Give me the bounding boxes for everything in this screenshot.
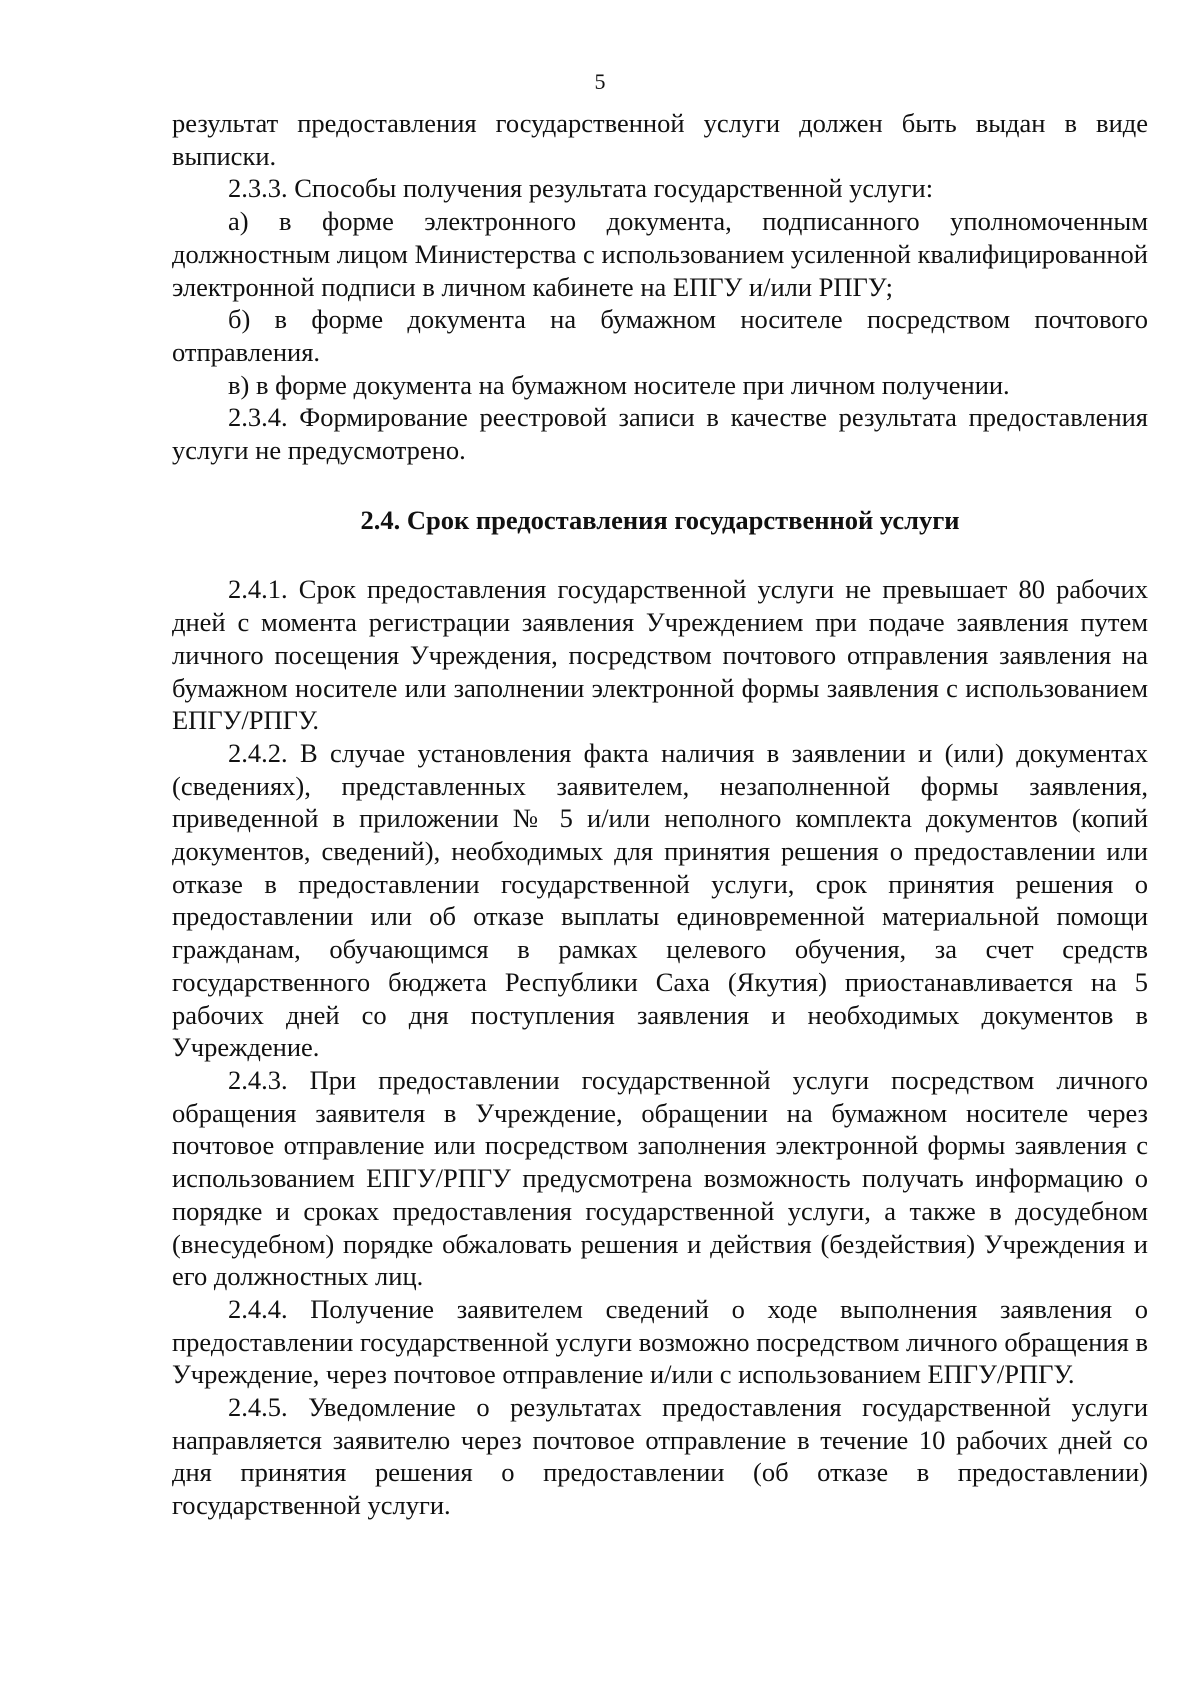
paragraph: б) в форме документа на бумажном носителе посредством почтового отправления. — [172, 304, 1148, 367]
paragraph: 2.4.5. Уведомление о результатах предоставления государственной услуги направляется заявителю через почтовое отправление в течение 10 рабочих дней со дня принятия решения о предоставлении (об отказе в предоставлении) государственной услуги. — [172, 1392, 1148, 1521]
paragraph: 2.4.1. Срок предоставления государственной услуги не превышает 80 рабочих дней с момента регистрации заявления Учреждением при подаче заявления путем личного посещения Учреждения, посредством почтового отправления заявления на бумажном носителе или заполнении электронной формы заявления с использованием ЕПГУ/РПГУ. — [172, 574, 1148, 736]
paragraph: в) в форме документа на бумажном носителе при личном получении. — [228, 369, 1010, 400]
paragraph: 2.4.4. Получение заявителем сведений о ходе выполнения заявления о предоставлении государственной услуги возможно посредством личного обращения в Учреждение, через почтовое отправление и/или с использованием ЕПГУ/РПГУ. — [172, 1293, 1148, 1390]
paragraph: 2.3.4. Формирование реестровой записи в качестве результата предоставления услуги не предусмотрено. — [172, 402, 1148, 466]
document-body — [172, 107, 1148, 1522]
page-number: 5 — [594, 69, 606, 94]
paragraph: результат предоставления государственной услуги должен быть выдан в виде выписки. — [172, 108, 1148, 171]
paragraph: а) в форме электронного документа, подписанного уполномоченным должностным лицом Министерства с использованием усиленной квалифицированной электронной подписи в личном кабинете на ЕПГУ и/или РПГУ; — [172, 206, 1148, 302]
paragraph: 2.3.3. Способы получения результата государственной услуги: — [228, 173, 934, 204]
paragraph: 2.4.2. В случае установления факта наличия в заявлении и (или) документах (сведениях), представленных заявителем, незаполненной формы заявления, приведенной в приложении № 5 и/или неполного комплекта документов (копий документов, сведений), необходимых для принятия решения о предоставлении или отказе в предоставлении государственной услуги, срок принятия решения о предоставлении или об отказе выплаты единовременной материальной помощи гражданам, обучающимся в рамках целевого обучения, за счет средств государственного бюджета Республики Саха (Якутия) приостанавливается на 5 рабочих дней со дня поступления заявления и необходимых документов в Учреждение. — [172, 737, 1148, 1063]
section-heading: 2.4. Срок предоставления государственной услуги — [360, 504, 960, 535]
paragraph: 2.4.3. При предоставлении государственной услуги посредством личного обращения заявителя в Учреждение, обращении на бумажном носителе через почтовое отправление или посредством заполнения электронной формы заявления с использованием ЕПГУ/РПГУ предусмотрена возможность получать информацию о порядке и сроках предоставления государственной услуги, а также в досудебном (внесудебном) порядке обжаловать решения и действия (бездействия) Учреждения и его должностных лиц. — [172, 1064, 1148, 1292]
